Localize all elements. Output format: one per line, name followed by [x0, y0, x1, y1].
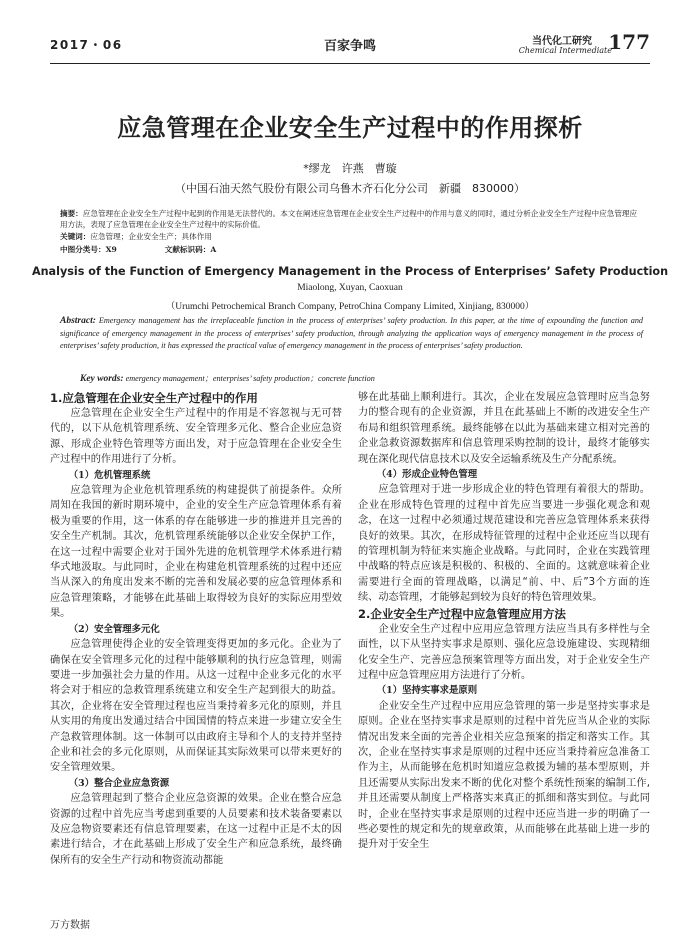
header-rule — [50, 63, 650, 64]
keywords-cn — [60, 231, 643, 242]
clc-value: X9 — [105, 245, 117, 254]
body-paragraph: 够在此基础上顺利进行。其次，企业在发展应急管理时应当急努力的整合现有的企业资源，并且在此基础上不断的改进安全生产布局和组织管理系统。最终能够在以此为基础来建立相对完善的企业急救资源数据库和信息管理采购控制的设计，最终才能够实现在深化现代信息技术以及安全运输系统及生产分配系统。 — [358, 392, 650, 465]
journal-name-cn: 当代化工研究 — [532, 36, 592, 47]
issue-date: 2017・06 — [50, 38, 123, 52]
doc-code-label: 文献标识码： — [164, 245, 211, 254]
abstract-en-text: Emergency management has the irreplaceable function in the process of enterprises’ safety production. In this paper, at the time of expounding the function and significance of emergency management in the process of enterprises’ safety production, through analyzing the application ways of emergency management in the process of enterprises’ safety production, it has expressed the practical value of emergency management in the process of enterprises’ safety production. — [60, 316, 644, 350]
body-paragraph: 应急管理起到了整合企业应急资源的效果。企业在整合应急资源的过程中首先应当考虑到重要的人员要素和技术装备要素以及应急物资要素还有信息管理要素，在这一过程中正是不太的因素进行结合，才在此基础上形成了安全生产和应急系统，最终确保所有的安全生产行动和物资流动都能 — [50, 793, 342, 866]
keywords-en-text: emergency management；enterprises’ safety production；concrete function — [125, 374, 375, 383]
section-heading: 1.应急管理在企业安全生产过程中的作用 — [50, 391, 258, 405]
authors: *缪龙 许燕 曹璇 — [303, 162, 397, 175]
section-heading: 2.企业安全生产过程中应急管理应用方法 — [358, 606, 566, 621]
abstract-en — [60, 315, 643, 353]
body-paragraph: 企业安全生产过程中应用应急管理的第一步是坚持实事求是原则。企业在坚持实事求是原则的过程中首先应当从企业的实际情况出发来全面的完善企业相关应急预案的指定和落实工作。其次，企业在坚持实事求是原则的过程中还应当秉持着应急准备工作为主，从而能够在危机时知道应急救援为辅的基本型原则，并且还需要从实际出发来不断的优化对整个系统性预案的编制工作,并且还需要从制度上严格落实来真正的抓细和落实到位。与此同时，企业在坚持实事求是原则的过程中还应当进一步的明确了一些必要性的规定和先的规章政策，从而能够在此基础上进一步的提升对于安全生 — [358, 700, 650, 851]
subsection-heading: （4）形成企业特色管理 — [376, 469, 478, 481]
abstract-cn — [60, 208, 643, 230]
subsection-heading: （1）危机管理系统 — [68, 469, 151, 481]
body-paragraph: 应急管理使得企业的安全管理变得更加的多元化。企业为了确保在安全管理多元化的过程中能够顺利的执行应急管理，则需要进一步加强社会力量的作用。从这一过程中企业多元化的水平将会对于相应的急救管理系统建立和安全生产起到很大的助益。其次，企业将在安全管理过程也应当秉持着多元化的原则，并且从实用的角度出发通过结合中国国情的特点来进一步建立安全生产急救管理体制。这一体制可以由政府主导和个人的支持并坚持企业和社会的多元化原则，从而保证其实际效果可以带来更好的安全管理效果。 — [50, 639, 342, 774]
body-paragraph: 应急管理为企业危机管理系统的构建提供了前提条件。众所周知在我国的新时期环境中，企业的安全生产应急管理体系有着极为重要的作用，这一体系的存在能够进一步的推进并且完善的安全生产机制。其次，危机管理系统能够以企业安全保护工作，在这一过程中需要企业对于国外先进的危机管理学术体系进行精华式地汲取。与此同时，企业在构建危机管理系统的过程中还应当从深入的角度出发来不断的完善和发展必要的应急管理体系和应急管理策略，才能够在此基础上取得较为良好的实际应用型效果。 — [50, 485, 342, 620]
authors-en: Miaolong, Xuyan, Caoxuan — [297, 283, 403, 293]
keywords-en — [80, 373, 640, 384]
keywords-cn-label: 关键词： — [60, 232, 91, 241]
body-left-column — [50, 390, 342, 868]
clc-label: 中图分类号： — [60, 245, 106, 254]
footer-source: 万方数据 — [50, 920, 90, 931]
body-paragraph: 应急管理在企业安全生产过程中的作用是不容忽视与无可替代的，以下从危机管理系统、安全管理多元化、整合企业应急资源、形成企业特色管理等方面出发，对于应急管理在企业安全生产过程中的作用进行了分析。 — [50, 408, 342, 466]
subsection-heading: （2）安全管理多元化 — [68, 623, 160, 635]
abstract-cn-text: 应急管理在企业安全生产过程中起到的作用是无法替代的。本文在阐述应急管理在企业安全生产过程中的作用与意义的同时，通过分析企业安全生产过程中应急管理应用方法，表现了应急管理在企业安全生产过程中的实际价值。 — [60, 209, 638, 229]
doc-code-value: A — [210, 245, 217, 254]
abstract-en-label: Abstract: — [60, 316, 96, 326]
keywords-en-label: Key words: — [80, 374, 124, 384]
article-title: 应急管理在企业安全生产过程中的作用探析 — [117, 114, 583, 142]
body-right-column — [358, 390, 650, 853]
journal-name-en: Chemical Intermediate — [518, 46, 612, 55]
body-paragraph: 企业安全生产过程中应用应急管理方法应当具有多样性与全面性，以下从坚持实事求是原则、强化应急设施建设、实现精细化安全生产、完善应急预案管理等方面出发，对于企业安全生产过程中应急管理应用方法进行了分析。 — [358, 623, 650, 681]
classification — [60, 244, 216, 255]
keywords-cn-text: 应急管理；企业安全生产；具体作用 — [90, 232, 212, 241]
subsection-heading: （1）坚持实事求是原则 — [376, 685, 478, 697]
affiliation: （中国石油天然气股份有限公司乌鲁木齐石化分公司 新疆 830000） — [175, 182, 525, 195]
affiliation-en: （Urumchi Petrochemical Branch Company, PetroChina Company Limited, Xinjiang, 830000） — [165, 302, 535, 312]
page-number: 177 — [608, 30, 650, 54]
column-name: 百家争鸣 — [323, 39, 376, 54]
body-paragraph: 应急管理对于进一步形成企业的特色管理有着很大的帮助。企业在形成特色管理的过程中首先应当要进一步强化观念和观念，在这一过程中必须通过规范建设和完善应急管理体系来获得良好的效果。其次，在形成特征管理的过程中企业还应当以现有的管理机制为特征来实施企业战略。与此同时，企业在实践管理中战略的特点应该是积极的、积极的、全面的。这就意味着企业需要进行全面的管理战略，以满足“前、中、后”3个方面的连续、动态管理，才能够起到较为良好的特色管理效果。 — [358, 484, 650, 604]
title-en: Analysis of the Function of Emergency Management in the Process of Enterprises’ Safety Production — [31, 265, 669, 278]
abstract-cn-label: 摘要： — [60, 209, 83, 218]
subsection-heading: （3）整合企业应急资源 — [68, 777, 170, 789]
